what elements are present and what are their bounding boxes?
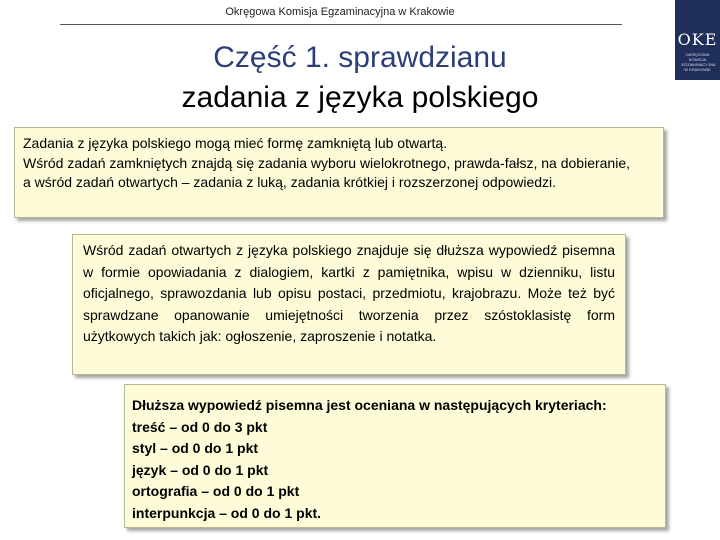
logo-caption-line: W KRAKOWIE: [684, 67, 711, 72]
title-line-2: zadania z języka polskiego: [181, 81, 539, 114]
criterion-item: interpunkcja – od 0 do 1 pkt.: [132, 504, 322, 521]
criterion-item: styl – od 0 do 1 pkt: [132, 440, 259, 457]
criteria-intro: Dłuższa wypowiedź pisemna jest oceniana w następujących kryteriach:: [132, 397, 607, 413]
open-tasks-box: [72, 234, 626, 375]
task-types-line-3: a wśród zadań otwartych – zadania z luką, zadania krótkiej i rozszerzonej odpowiedzi.: [23, 174, 557, 190]
logo-mark: OKE: [677, 30, 718, 49]
criterion-item: ortografia – od 0 do 1 pkt: [132, 483, 300, 500]
criteria-box: [124, 384, 666, 528]
header-divider: [60, 24, 622, 25]
logo-caption-line: EGZAMINACYJNA: [681, 62, 716, 67]
slide-title: [0, 38, 720, 118]
task-types-box: [14, 127, 664, 218]
criterion-item: język – od 0 do 1 pkt: [132, 461, 269, 478]
task-types-line-1: Zadania z języka polskiego mogą mieć formę zamkniętą lub otwartą.: [23, 135, 448, 151]
logo-caption-line: OKRĘGOWA: [685, 52, 710, 57]
title-line-1: Część 1. sprawdzianu: [213, 41, 507, 74]
open-tasks-text: Wśród zadań otwartych z języka polskiego znajduje się dłuższa wypowiedź pisemna w formie opowiadania z dialogiem, kartki z pamiętnika, wpisu w dzienniku, listu oficjalnego, sprawozdania lub opisu postaci, przedmiotu, krajobrazu. Może też być sprawdzane opanowanie umiejętności tworzenia przez szóstoklasistę form użytkowych takich jak: ogłoszenie, zaproszenie i notatka.: [83, 242, 615, 344]
institution-header: Okręgowa Komisja Egzaminacyjna w Krakowie: [225, 6, 455, 18]
logo-caption-line: KOMISJA: [688, 57, 707, 62]
criterion-item: treść – od 0 do 3 pkt: [132, 418, 268, 435]
task-types-line-2: Wśród zadań zamkniętych znajdą się zadania wyboru wielokrotnego, prawda-fałsz, na dobieranie,: [23, 154, 630, 171]
